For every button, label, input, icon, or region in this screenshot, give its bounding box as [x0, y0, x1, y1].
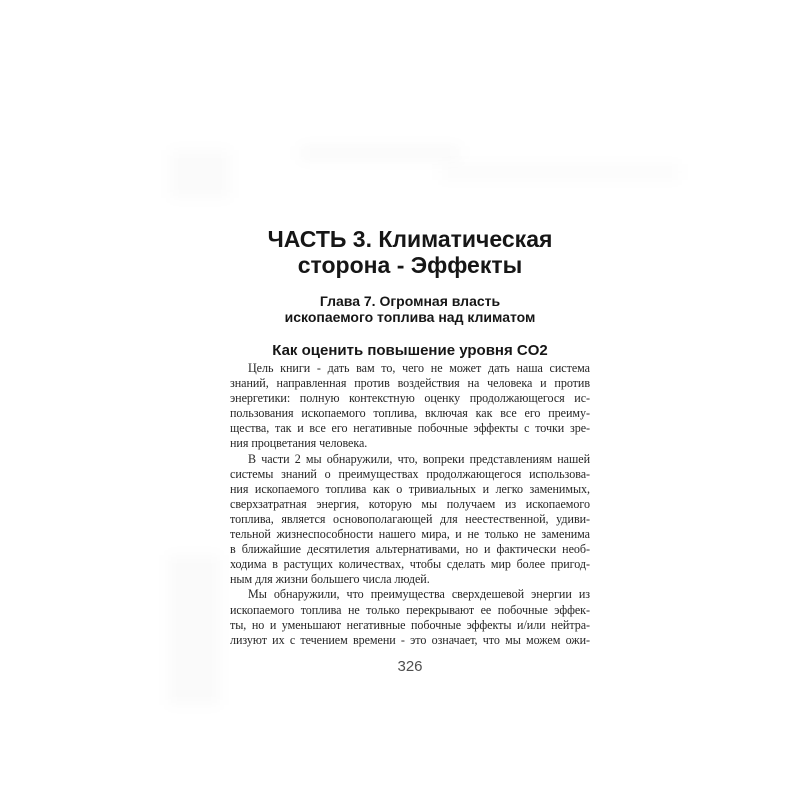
scan-artifact: [440, 164, 680, 180]
body-line: ископаемого топлива не только перекрывают ее побочные эффек-: [230, 602, 590, 617]
chapter-title-line-2: ископаемого топлива над климатом: [284, 309, 536, 325]
body-line: знаний, направленная против воздействия на человека и против: [230, 376, 590, 391]
body-line: щества, так и все его негативные побочные эффекты с точки зре-: [230, 421, 590, 436]
body-line: ния ископаемого топлива как о тривиальных и легко заменимых,: [230, 481, 590, 496]
body-line: Цель книги - дать вам то, чего не может дать наша система: [248, 361, 590, 375]
paragraph-2: [230, 452, 590, 588]
body-line: пользования ископаемого топлива, включая как все его преиму-: [230, 406, 590, 421]
body-line: топлива, является основополагающей для неестественной, удиви-: [230, 511, 590, 526]
body-line: тельной жизнеспособности нашего мира, и не только не заменима: [230, 527, 590, 542]
paragraph-1: [230, 361, 590, 452]
body-line: в ближайшие десятилетия альтернативами, но и фактически необ-: [230, 542, 590, 557]
chapter-title: [230, 293, 590, 325]
part-title: [230, 226, 590, 278]
scan-artifact: [170, 150, 230, 198]
page-number: 326: [397, 658, 423, 675]
page-content: [230, 226, 590, 648]
scan-artifact: [300, 146, 460, 160]
body-line: системы знаний о преимуществах продолжающегося использова-: [230, 466, 590, 481]
scan-artifact: [168, 555, 220, 705]
body-line: сверхзатратная энергия, которую мы получаем из ископаемого: [230, 496, 590, 511]
part-title-line-1: ЧАСТЬ 3. Климатическая: [267, 226, 553, 252]
section-heading: Как оценить повышение уровня CO2: [272, 342, 548, 359]
part-title-line-2: сторона - Эффекты: [297, 252, 523, 278]
body-line: лизуют их с течением времени - это означает, что мы можем ожи-: [230, 632, 590, 647]
body-line: В части 2 мы обнаружили, что, вопреки представлениям нашей: [248, 451, 590, 466]
body-text: [230, 361, 590, 648]
body-line: Мы обнаружили, что преимущества сверхдешевой энергии из: [248, 587, 590, 602]
body-line: ным для жизни большего числа людей.: [230, 572, 430, 587]
body-line: энергетики: полную контекстную оценку продолжающегося ис-: [230, 391, 590, 406]
chapter-title-line-1: Глава 7. Огромная власть: [319, 293, 501, 309]
body-line: ходима в растущих количествах, чтобы сделать мир более пригод-: [230, 557, 590, 572]
body-line: ния процветания человека.: [230, 436, 368, 451]
body-line: ты, но и уменьшают негативные побочные эффекты и/или нейтра-: [230, 617, 590, 632]
paragraph-3: [230, 587, 590, 647]
